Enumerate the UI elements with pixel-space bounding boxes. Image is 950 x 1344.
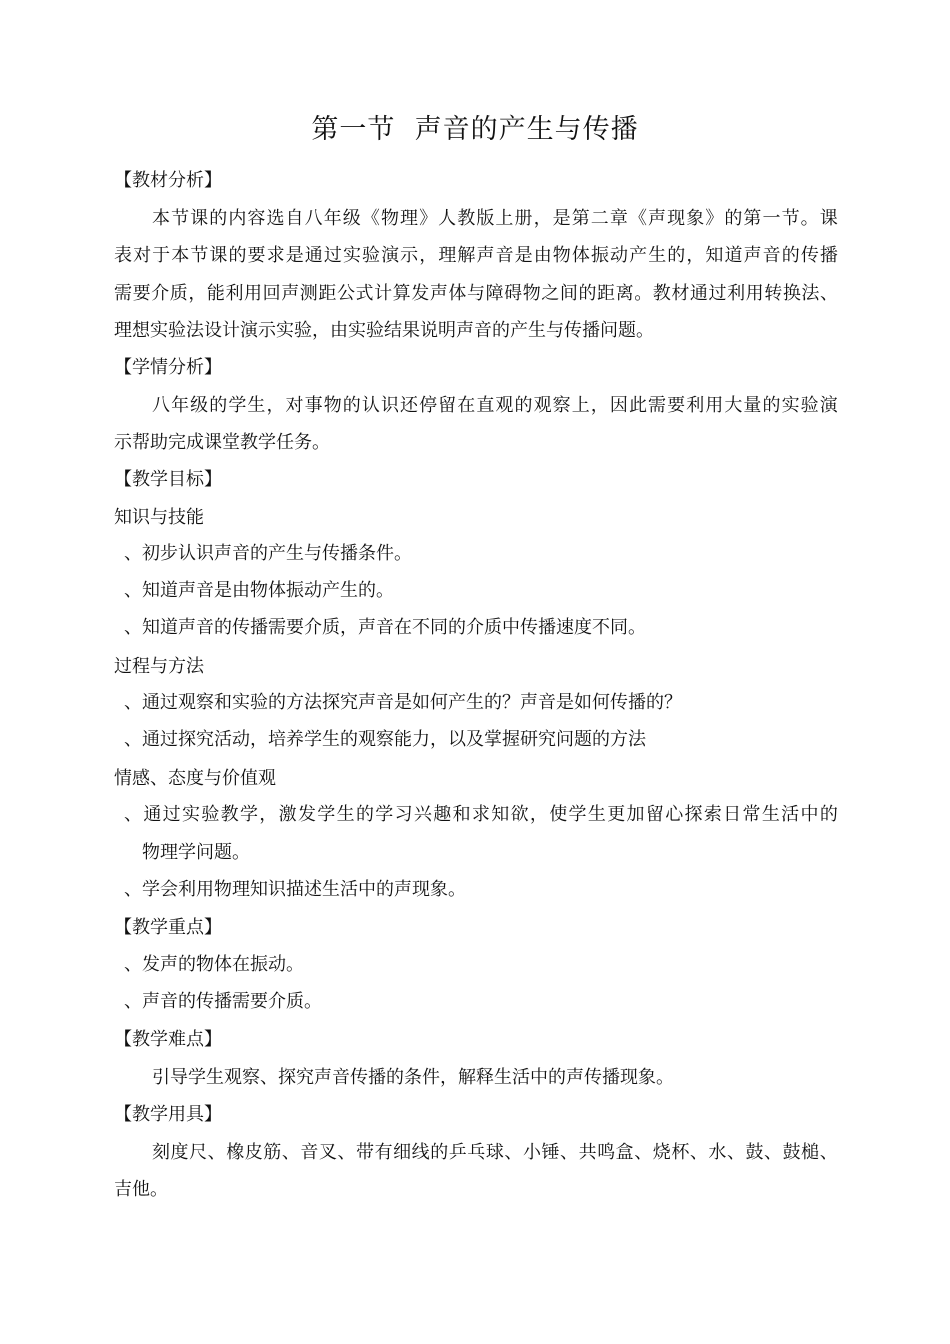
goals-process-item-1: 、通过观察和实验的方法探究声音是如何产生的？声音是如何传播的？ [124,692,682,713]
section-heading-goals: 【教学目标】 [114,469,222,490]
goals-process-title: 过程与方法 [114,656,204,677]
page-title: 第一节 声音的产生与传播 [311,114,639,145]
students-line-2: 示帮助完成课堂教学任务。 [114,432,330,453]
goals-attitude-item-1-line-2: 物理学问题。 [142,842,250,863]
tools-line-2: 吉他。 [114,1179,168,1200]
difficulties-text: 引导学生观察、探究声音传播的条件，解释生活中的声传播现象。 [152,1067,674,1088]
goals-knowledge-item-2: 、知道声音是由物体振动产生的。 [124,580,394,601]
section-heading-tools: 【教学用具】 [114,1104,222,1125]
goals-process-item-2: 、通过探究活动，培养学生的观察能力，以及掌握研究问题的方法 [124,729,646,750]
goals-knowledge-title: 知识与技能 [114,507,204,528]
section-heading-material: 【教材分析】 [114,170,222,191]
goals-knowledge-item-1: 、初步认识声音的产生与传播条件。 [124,543,412,564]
section-heading-difficulties: 【教学难点】 [114,1029,222,1050]
goals-knowledge-item-3: 、知道声音的传播需要介质，声音在不同的介质中传播速度不同。 [124,617,646,638]
students-line-1: 八 年 级 的 学 生 ， 对 事 物 的 认 识 还 停 留 在 直 观 的 观 察 上 ， 因 此 需 要 利 用 大 量 的 实 验 演 [152,395,838,416]
section-heading-key-points: 【教学重点】 [114,917,222,938]
material-line-1: 本 节 课 的 内 容 选 自 八 年 级 《 物 理 》 人 教 版 上 册 ， 是 第 二 章 《 声 现 象 》 的 第 一 节 。 课 [152,208,838,229]
material-line-4: 理想实验法设计演示实验，由实验结果说明声音的产生与传播问题。 [114,320,654,341]
tools-line-1: 刻 度 尺 、 橡 皮 筋 、 音 叉 、 带 有 细 线 的 乒 乓 球 、 小 锤 、 共 鸣 盒 、 烧 杯 、 水 、 鼓 、 鼓 槌 、 [152,1142,838,1163]
key-points-item-2: 、声音的传播需要介质。 [124,991,322,1012]
goals-attitude-item-1-line-1: 、 通 过 实 验 教 学 ， 激 发 学 生 的 学 习 兴 趣 和 求 知 欲 ， 使 学 生 更 加 留 心 探 索 日 常 生 活 中 的 [124,804,838,825]
key-points-item-1: 、发声的物体在振动。 [124,954,304,975]
material-line-3: 需 要 介 质 ， 能 利 用 回 声 测 距 公 式 计 算 发 声 体 与 障 碍 物 之 间 的 距 离 。 教 材 通 过 利 用 转 换 法 、 [114,283,838,304]
goals-attitude-item-2: 、学会利用物理知识描述生活中的声现象。 [124,879,466,900]
material-line-2: 表 对 于 本 节 课 的 要 求 是 通 过 实 验 演 示 ， 理 解 声 音 是 由 物 体 振 动 产 生 的 ， 知 道 声 音 的 传 播 [114,245,838,266]
section-heading-students: 【学情分析】 [114,357,222,378]
goals-attitude-title: 情感、态度与价值观 [114,768,276,789]
